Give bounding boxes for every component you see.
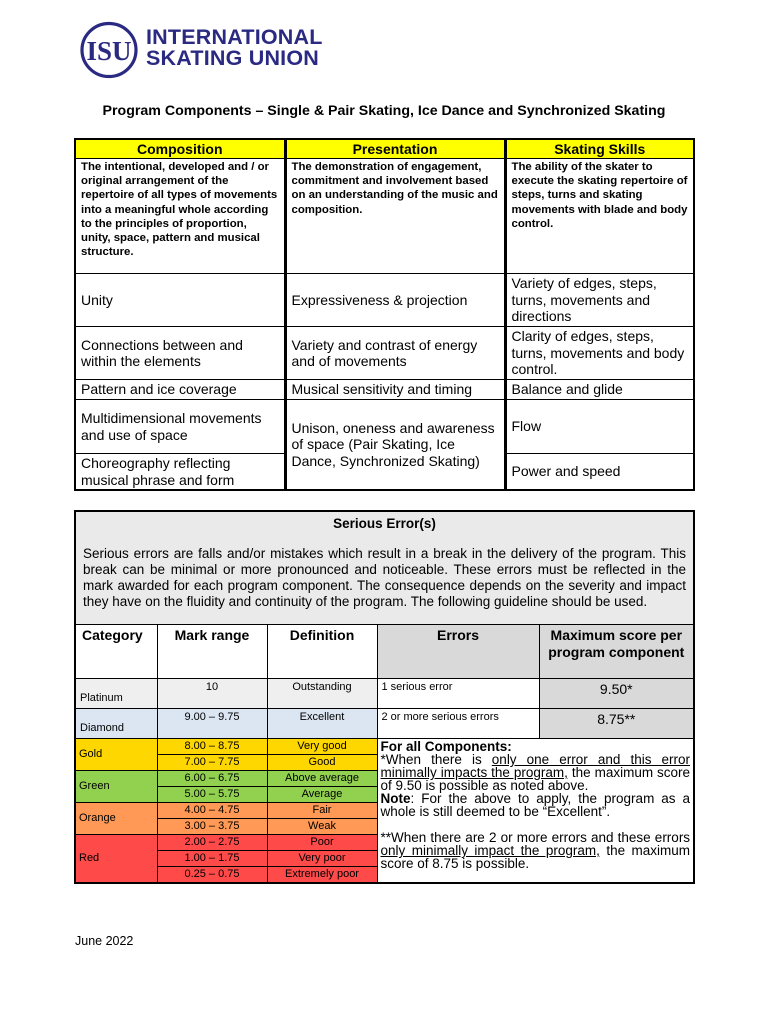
header-composition: Composition: [75, 139, 285, 159]
mark-definition: Very poor: [267, 851, 377, 867]
notes-note-label: Note: [380, 791, 411, 806]
diamond-definition: Excellent: [267, 709, 377, 739]
mark-range: 5.00 – 5.75: [157, 787, 267, 803]
serious-errors-table: [74, 510, 695, 884]
mark-range: 1.00 – 1.75: [157, 851, 267, 867]
col-header-max-score: Maximum score per program component: [539, 625, 694, 679]
mark-definition: Average: [267, 787, 377, 803]
presentation-item: Unison, oneness and awareness of space (Pair Skating, Ice Dance, Synchronized Skating): [285, 400, 505, 491]
marks-header-row: [75, 625, 694, 679]
notes-p1-start: *When there is: [380, 752, 492, 767]
mark-range: 0.25 – 0.75: [157, 867, 267, 884]
mark-range: 3.00 – 3.75: [157, 819, 267, 835]
diamond-max-score: 8.75**: [539, 709, 694, 739]
mark-definition: Good: [267, 755, 377, 771]
presentation-item: Musical sensitivity and timing: [285, 380, 505, 400]
logo-abbr: ISU: [86, 36, 132, 66]
col-header-definition: Definition: [267, 625, 377, 679]
diamond-range: 9.00 – 9.75: [157, 709, 267, 739]
components-notes: [377, 739, 694, 884]
footer-date: June 2022: [75, 934, 134, 948]
serious-errors-box: [75, 511, 694, 625]
notes-p2-end: the maximum score of 8.75 is possible.: [380, 843, 691, 871]
skating-skills-item: Power and speed: [505, 454, 694, 491]
col-header-category: Category: [75, 625, 157, 679]
skating-skills-description: The ability of the skater to execute the skating repertoire of steps, turns and skating movements with blade and body control.: [505, 159, 694, 274]
diamond-row: [75, 709, 694, 739]
isu-emblem-icon: [80, 21, 140, 79]
category-diamond: Diamond: [75, 709, 157, 739]
col-header-errors: Errors: [377, 625, 539, 679]
category-red: Red: [75, 835, 157, 884]
platinum-range: 10: [157, 679, 267, 709]
mark-definition: Very good: [267, 739, 377, 755]
mark-row: [75, 739, 694, 755]
serious-errors-text: Serious errors are falls and/or mistakes which result in a break in the delivery of the program. This break can be minimal or more pronounced and noticeable. These errors must be reflected in the mark awarded for each program component. The consequence depends on the severity and impact they have on the fluidity and continuity of the program. The following guideline should be used.: [83, 546, 687, 609]
platinum-row: [75, 679, 694, 709]
notes-p1-end: the maximum score of 9.50 is possible as noted above.: [380, 765, 691, 793]
notes-note-text: : For the above to apply, the program as a whole is still deemed to be “Excellent”.: [380, 791, 691, 819]
notes-p1-underlined: only one error and this error minimally impacts the program,: [380, 752, 691, 780]
category-orange: Orange: [75, 803, 157, 835]
components-header-row: [75, 139, 694, 159]
components-row: [75, 380, 694, 400]
composition-item: Pattern and ice coverage: [75, 380, 285, 400]
category-gold: Gold: [75, 739, 157, 771]
components-row: [75, 400, 694, 454]
category-platinum: Platinum: [75, 679, 157, 709]
mark-definition: Above average: [267, 771, 377, 787]
presentation-item: Expressiveness & projection: [285, 274, 505, 327]
skating-skills-item: Variety of edges, steps, turns, movements and directions: [505, 274, 694, 327]
page-title: Program Components – Single & Pair Skating, Ice Dance and Synchronized Skating: [102, 103, 666, 119]
components-description-row: [75, 159, 694, 274]
logo-line-2: SKATING UNION: [146, 46, 320, 70]
composition-description: The intentional, developed and / or original arrangement of the repertoire of all types of movements into a meaningful whole according to the principles of proportion, unity, space, pattern and musical structure.: [75, 159, 285, 274]
composition-item: Connections between and within the elements: [75, 327, 285, 380]
category-green: Green: [75, 771, 157, 803]
mark-definition: Fair: [267, 803, 377, 819]
diamond-errors: 2 or more serious errors: [377, 709, 539, 739]
header-skating-skills: Skating Skills: [505, 139, 694, 159]
header-presentation: Presentation: [285, 139, 505, 159]
program-components-table: [74, 138, 695, 491]
skating-skills-item: Flow: [505, 400, 694, 454]
mark-range: 7.00 – 7.75: [157, 755, 267, 771]
notes-p2-start: **When there are 2 or more errors and these errors: [380, 830, 691, 845]
mark-definition: Weak: [267, 819, 377, 835]
platinum-max-score: 9.50*: [539, 679, 694, 709]
composition-item: Unity: [75, 274, 285, 327]
logo-line-1: INTERNATIONAL: [146, 25, 323, 49]
presentation-description: The demonstration of engagement, commitment and involvement based on an understanding of the music and composition.: [285, 159, 505, 274]
mark-range: 2.00 – 2.75: [157, 835, 267, 851]
notes-p2-underlined: only minimally impact the program,: [380, 843, 600, 858]
mark-range: 4.00 – 4.75: [157, 803, 267, 819]
mark-range: 8.00 – 8.75: [157, 739, 267, 755]
composition-item: Choreography reflecting musical phrase and form: [75, 454, 285, 491]
mark-range: 6.00 – 6.75: [157, 771, 267, 787]
components-row: [75, 327, 694, 380]
mark-definition: Extremely poor: [267, 867, 377, 884]
mark-definition: Poor: [267, 835, 377, 851]
notes-heading: For all Components:: [380, 739, 512, 754]
platinum-definition: Outstanding: [267, 679, 377, 709]
composition-item: Multidimensional movements and use of space: [75, 400, 285, 454]
components-row: [75, 274, 694, 327]
presentation-item: Variety and contrast of energy and of movements: [285, 327, 505, 380]
skating-skills-item: Clarity of edges, steps, turns, movements and body control.: [505, 327, 694, 380]
skating-skills-item: Balance and glide: [505, 380, 694, 400]
serious-errors-title: Serious Error(s): [333, 516, 436, 531]
col-header-mark-range: Mark range: [157, 625, 267, 679]
platinum-errors: 1 serious error: [377, 679, 539, 709]
